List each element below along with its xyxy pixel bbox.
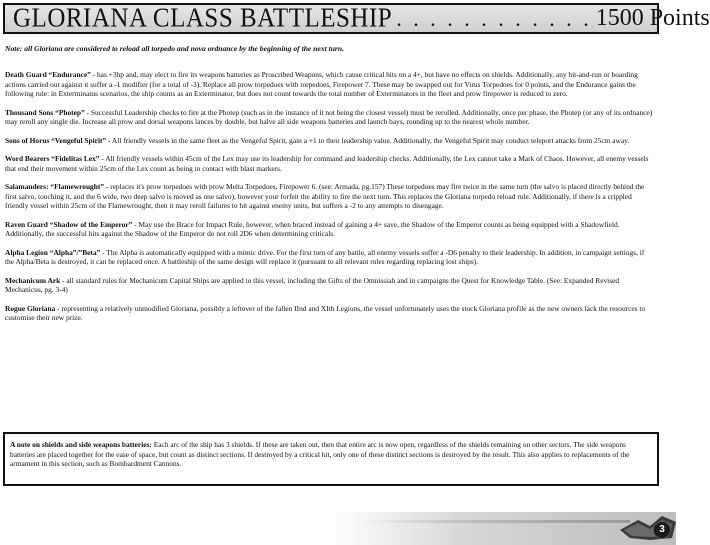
variant-text: - all standard rules for Mechanicum Capital Ships are applied to this vessel, including the Gifts of the Omnissiah and in campaigns the Quest for Knowledge Table. (See: Expanded Revised Mechanicus, pg. 3-4) — [5, 275, 620, 295]
shields-note-text: Each arc of the ship has 3 shields. If these are taken out, then that entire arc is now open, regardless of the shields remaining on other sectors. The side weapons batteries are placed together for the ease of space, but count as distinct sections. If destroyed by a critical hit, only one of these distinct sections is destroyed by the result. This also applies to replacements of the armament in this section, such as Bombardment Cannons. — [10, 440, 630, 469]
title-leader-dots: . . . . . . . . . . . . — [396, 5, 592, 31]
variant-text: - May use the Brace for Impact Rule, however, when braced instead of gaining a 4+ save, the Shadow of the Emperor counts as being equipped with a Shadowfield. Additionally, the successful hits against the Shadow of the Emperor do not roll 2D6 when determining criticals. — [5, 219, 620, 239]
variant-name: Alpha Legion “Alpha”/”Beta” — [5, 247, 101, 257]
variant-name: Rogue Gloriana — [5, 303, 56, 313]
variant-entry — [5, 276, 655, 295]
page-title: GLORIANA CLASS BATTLESHIP — [13, 3, 393, 33]
variant-text: - All friendly vessels in the same fleet as the Vengeful Spirit, gain a +1 to their leadership value. Additionally, the Vengeful Spirit may conduct teleport attacks from 25cm away. — [106, 135, 630, 145]
variant-name: Mechanicum Ark — [5, 275, 61, 285]
variant-text: - representing a relatively unmodified Gloriana, possibly a leftover of the fallen IInd and XIth Legions, the vessel unfortunately uses the stock Gloriana profile as the new owners lack the resources to customise their new prize. — [5, 303, 646, 323]
footer-stripe — [360, 520, 630, 523]
variant-text: - All friendly vessels within 45cm of the Lex may use its leadership for command and leadership checks. Additionally, the Lex cannot take a Mark of Chaos. However, all enemy vessels that end their movement within 25cm of the Lex count as being in contact with blast markers. — [5, 154, 649, 173]
variant-name: Salamanders: “Flamewrought” — [5, 182, 105, 191]
variant-list — [5, 70, 655, 332]
points-cost: 1500 Points — [595, 5, 710, 31]
variant-entry — [5, 136, 655, 146]
variant-name: Raven Guard “Shadow of the Emperor” — [5, 219, 133, 229]
variant-name: Sons of Horus “Vengeful Spirit” — [5, 135, 107, 145]
page-number: 3 — [653, 521, 671, 539]
reload-note: Note: all Gloriana are considered to reload all torpedo and nova ordnance by the beginning of the next turn. — [5, 44, 344, 53]
variant-entry — [5, 70, 655, 99]
variant-entry — [5, 248, 655, 267]
variant-name: Death Guard “Endurance” — [5, 70, 91, 79]
variant-text: - Successful Leadership checks to fire at the Photep (such as in the instance of it not being the closest vessel) must be rerolled. Additionally, once per phase, the Photep (or any of its ordnance) may reroll any single die. Increase all prow and dorsal weapons lances by double, but halve all side weapons batteries and launch bays, rounding up to the nearest whole number. — [5, 107, 653, 127]
variant-entry — [5, 304, 655, 323]
shields-note-heading: A note on shields and side weapons batteries: — [10, 440, 152, 449]
variant-text: - The Alpha is automatically equipped with a mimic drive. For the first turn of any battle, all enemy vessels suffer a -D6 penalty to their leadership. In addition, in campaign settings, if the Alpha/Beta is destroyed, it can be replaced once. A battleship of the same design will replace it (pursuant to all relevant rules regarding replacing lost ships). — [5, 247, 645, 267]
variant-name: Word Bearers “Fidelitas Lex” — [5, 154, 100, 163]
variant-entry — [5, 154, 655, 173]
variant-entry — [5, 220, 655, 239]
variant-entry — [5, 108, 655, 127]
variant-entry — [5, 182, 655, 211]
page-header — [3, 3, 710, 34]
variant-text: - replaces it's prow torpedoes with prow Melta Torpedoes, Firepower 6. (see: Armada, pg.157) These torpedoes may fire twice in the same turn (the salvo is placed directly behind the first salvo, touching it, and the 6 wide, two deep salvo is moved as one salvo), however your forfeit the ability to fire the next turn. This replaces the Gloriana torpedo reload rule. Additionally, if there is a crippled friendly vessel within 25cm of the Flamewrought, then it may reroll failures to hit against enemy units, but suffers a -2 to any attempts to disengage. — [5, 182, 645, 211]
variant-text: - has +3hp and, may elect to fire its weapons batteries as Proscribed Weapons, which cause critical hits on a 4+, but have no effects on shields. Additionally, any hit-and-run or boarding actions carried out against it suffer a -1 modifier (for a total of -3). Replace all prow torpedoes with torpedoes, Firepower 7. These may be swapped out for Virus Torpedoes for 0 points, and the Endurance gains the following rule: in Exterminatus scenarios, the ship counts as an Exterminator, but does not count towards the total number of Exterminators in the fleet and prow firepower is reduced to zero. — [5, 70, 638, 99]
variant-name: Thousand Sons “Photep” — [5, 107, 85, 117]
shields-note-box — [3, 432, 659, 486]
